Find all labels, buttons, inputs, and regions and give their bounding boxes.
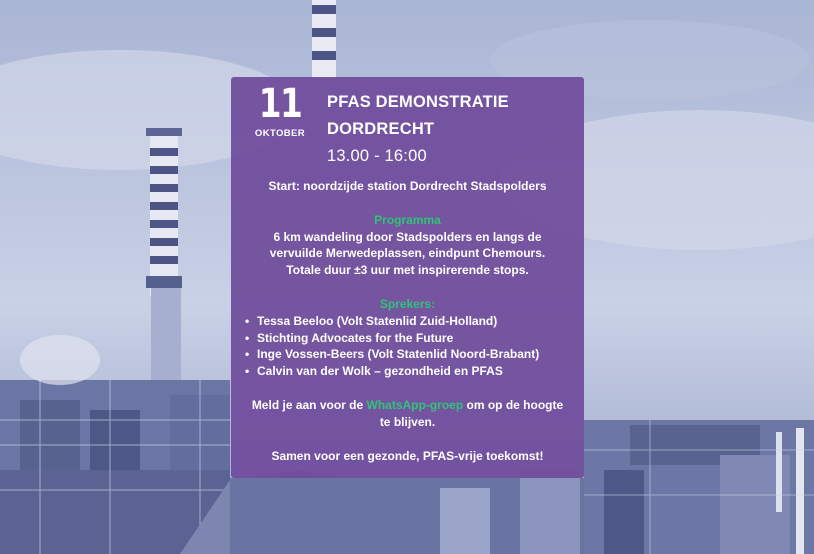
signup-text: Meld je aan voor de WhatsApp-groep om op de hoogte bbox=[251, 397, 564, 412]
event-details bbox=[231, 178, 584, 464]
event-date bbox=[231, 82, 329, 139]
signup-text-line2: te blijven. bbox=[379, 414, 436, 429]
start-location: Start: noordzijde station Dordrecht Stadspolders bbox=[268, 179, 547, 193]
speaker-item: • Tessa Beeloo (Volt Statenlid Zuid-Holland) bbox=[245, 313, 584, 330]
program-line: 6 km wandeling door Stadspolders en langs de bbox=[273, 229, 542, 244]
closing-slogan: Samen voor een gezonde, PFAS-vrije toekomst! bbox=[271, 448, 544, 463]
event-title-line2: DORDRECHT bbox=[327, 120, 435, 138]
plant-right bbox=[584, 420, 814, 554]
event-title-line1: PFAS DEMONSTRATIE bbox=[327, 93, 509, 111]
speaker-item: • Calvin van der Wolk – gezondheid en PFAS bbox=[245, 363, 584, 380]
plant-left bbox=[0, 380, 230, 554]
speakers-list bbox=[245, 313, 584, 380]
program-line: Totale duur ±3 uur met inspirerende stops. bbox=[286, 263, 529, 278]
event-header bbox=[327, 89, 509, 170]
program-line: vervuilde Merwedeplassen, eindpunt Chemours. bbox=[269, 246, 546, 261]
chimney-tall bbox=[312, 0, 336, 78]
speakers-heading: Sprekers: bbox=[379, 296, 436, 311]
event-card bbox=[231, 77, 584, 478]
event-month: OKTOBER bbox=[254, 128, 306, 139]
whatsapp-group-link[interactable]: WhatsApp-groep bbox=[366, 397, 464, 412]
speaker-item: • Stichting Advocates for the Future bbox=[245, 330, 584, 347]
program-heading: Programma bbox=[374, 212, 441, 227]
speaker-item: • Inge Vossen-Beers (Volt Statenlid Noord-Brabant) bbox=[245, 346, 584, 363]
event-day: 11 bbox=[258, 81, 302, 127]
event-time: 13.00 - 16:00 bbox=[327, 147, 427, 165]
